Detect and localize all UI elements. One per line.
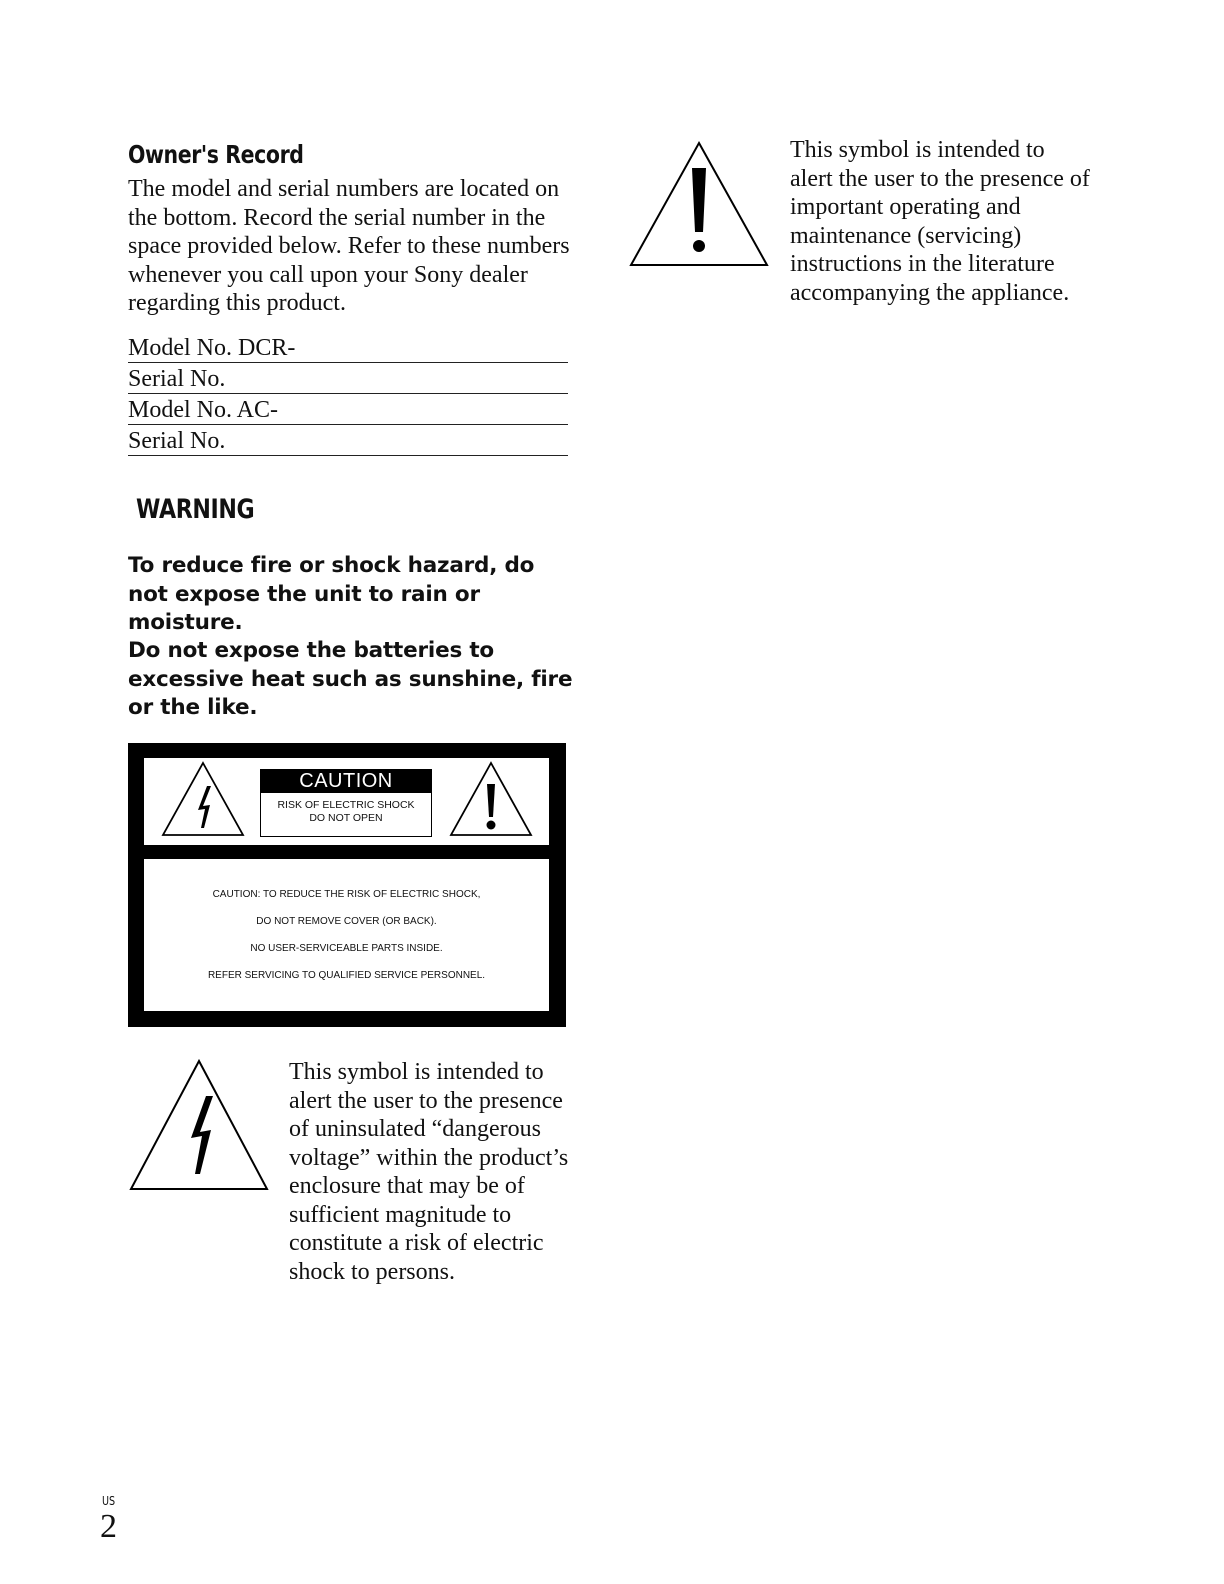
warning-rain-moisture: To reduce fire or shock hazard, do not expose the unit to rain or moisture. xyxy=(128,553,535,635)
caution-notice-line: REFER SERVICING TO QUALIFIED SERVICE PERSONNEL. xyxy=(207,970,486,981)
caution-label-plate xyxy=(260,769,432,837)
record-field-serial-2: Serial No. xyxy=(128,427,568,456)
caution-notice-line: DO NOT REMOVE COVER (OR BACK). xyxy=(256,916,437,927)
exclamation-symbol-description: This symbol is intended to alert the user to the presence of important operating and maintenance (servicing) instructions in the literature accompanying the appliance. xyxy=(790,137,1090,306)
caution-title: CAUTION xyxy=(261,770,431,793)
page-region-label: US xyxy=(102,1494,116,1508)
warning-heading: WARNING xyxy=(136,494,255,525)
caution-label-bottom-panel xyxy=(144,859,549,1011)
exclamation-warning-icon xyxy=(628,140,770,268)
caution-do-not-open-line: DO NOT OPEN xyxy=(309,812,383,824)
lightning-warning-icon xyxy=(160,760,246,838)
lightning-warning-icon xyxy=(128,1058,270,1192)
caution-notice-line: NO USER-SERVICEABLE PARTS INSIDE. xyxy=(250,943,443,954)
caution-notice xyxy=(144,881,549,989)
caution-notice-line: CAUTION: TO REDUCE THE RISK OF ELECTRIC SHOCK, xyxy=(212,889,481,900)
page-number: 2 xyxy=(100,1508,117,1545)
owners-record-text: The model and serial numbers are located on the bottom. Record the serial number in the space provided below. Refer to these numbers whenever you call upon your Sony dealer regarding this product. xyxy=(128,176,570,316)
exclamation-warning-icon xyxy=(448,760,534,838)
record-field-serial-1: Serial No. xyxy=(128,365,568,394)
caution-risk-line: RISK OF ELECTRIC SHOCK xyxy=(277,799,415,811)
owners-record-heading: Owner's Record xyxy=(128,140,304,169)
record-field-model-ac: Model No. AC- xyxy=(128,396,568,425)
record-field-model-dcr: Model No. DCR- xyxy=(128,334,568,363)
warning-batteries-heat: Do not expose the batteries to excessive heat such as sunshine, fire or the like. xyxy=(128,638,573,720)
lightning-symbol-description: This symbol is intended to alert the user to the presence of uninsulated “dangerous voltage” within the product’s enclosure that may be of sufficient magnitude to constitute a risk of electric shock to persons. xyxy=(289,1059,569,1285)
